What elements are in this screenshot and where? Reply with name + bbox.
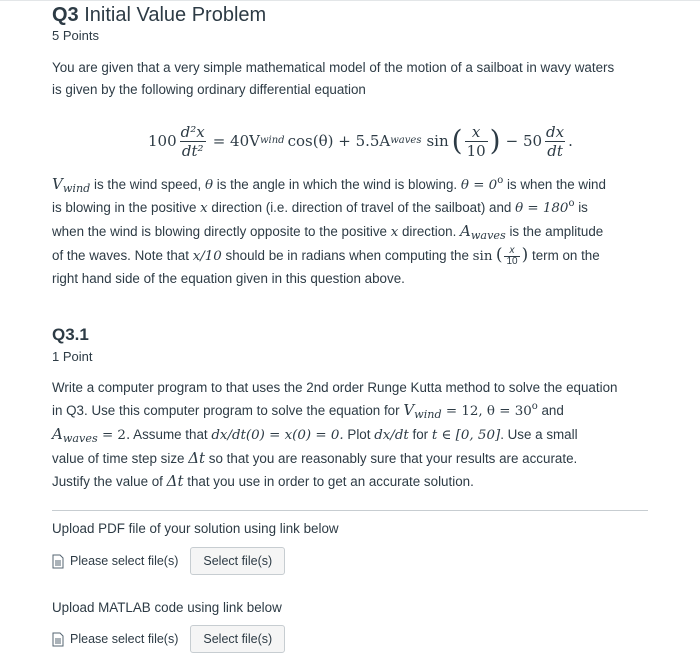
upload-matlab-row: [52, 624, 285, 654]
desc-line-3: when the wind is blowing directly opposite to the positive x direction. $A_{waves}$ is the amplitude: [52, 222, 604, 242]
file-icon: [52, 632, 64, 647]
ode-equation: 100 $\frac{\text{d²x}}{\text{dt²}}$ = 40V wind cos(θ) + 5.5A waves sin ( $\frac{x}{10}$ ) − 50 $\frac{dx}{dt}$ .: [148, 122, 573, 160]
question-points: 5 Points: [52, 28, 99, 43]
desc-line-2: is blowing in the positive x direction (i.e. direction of travel of the sailboat) and $\theta = 180^o$ is: [52, 198, 588, 216]
sub-line-4: value of time step size Δt so that you are reasonably sure that your results are accurate.: [52, 449, 578, 467]
eq-sin: sin: [426, 132, 449, 150]
question-title: [52, 4, 266, 27]
sub-line-1: Write a computer program to that uses the 2nd order Runge Kutta method to solve the equation: [52, 380, 618, 395]
question-number: Q3: [52, 4, 79, 26]
upload-matlab-status: Please select file(s): [70, 632, 179, 646]
desc-line-5: right hand side of the equation given in this question above.: [52, 271, 405, 286]
select-matlab-button[interactable]: Select file(s): [190, 625, 285, 653]
eq-damping-coef: − 50: [505, 132, 543, 150]
desc-line-1: $V_{wind}$ is the wind speed, θ is the angle in which the wind is blowing. $\theta = 0^o$ is when the wind: [52, 175, 606, 195]
eq-wind-term: = 40V: [212, 132, 260, 150]
subquestion-title: Q3.1: [52, 325, 89, 344]
desc-line-4: of the waves. Note that x/10 should be in radians when computing the sin ( $\frac{x}{10}$ ) term on the: [52, 244, 600, 267]
eq-wave-term: cos(θ) + 5.5A: [287, 132, 391, 150]
file-icon: [52, 554, 64, 569]
upload-pdf-label: Upload PDF file of your solution using link below: [52, 521, 339, 536]
question-description: [52, 173, 652, 290]
question-intro: [52, 57, 652, 101]
question-title-text: Initial Value Problem: [84, 4, 267, 26]
top-border: [0, 0, 700, 1]
eq-coef-100: 100: [148, 132, 177, 150]
eq-second-derivative: $\frac{\text{d²x}}{\text{dt²}}$: [180, 122, 205, 160]
upload-pdf-row: [52, 546, 285, 576]
intro-line-1: You are given that a very simple mathematical model of the motion of a sailboat in wavy waters: [52, 60, 615, 75]
intro-line-2: is given by the following ordinary differential equation: [52, 82, 366, 97]
sub-line-2: in Q3. Use this computer program to solve the equation for $V_{wind} = 12$, $\theta = 30^o$ and: [52, 401, 564, 421]
sub-line-5: Justify the value of Δt that you use in order to get an accurate solution.: [52, 472, 474, 490]
section-divider: [52, 510, 648, 511]
subquestion-body: [52, 377, 652, 493]
eq-first-derivative: $\frac{dx}{dt}$: [546, 122, 565, 160]
sub-line-3: $A_{waves} = 2$. Assume that dx/dt(0) = x(0) = 0. Plot dx/dt for t ∈ [0, 50]. Use a small: [52, 425, 578, 445]
subquestion-points: 1 Point: [52, 349, 93, 364]
select-pdf-button[interactable]: Select file(s): [190, 547, 285, 575]
upload-matlab-label: Upload MATLAB code using link below: [52, 600, 282, 615]
eq-sin-argument: $\frac{x}{10}$: [466, 122, 486, 160]
upload-pdf-status: Please select file(s): [70, 554, 179, 568]
